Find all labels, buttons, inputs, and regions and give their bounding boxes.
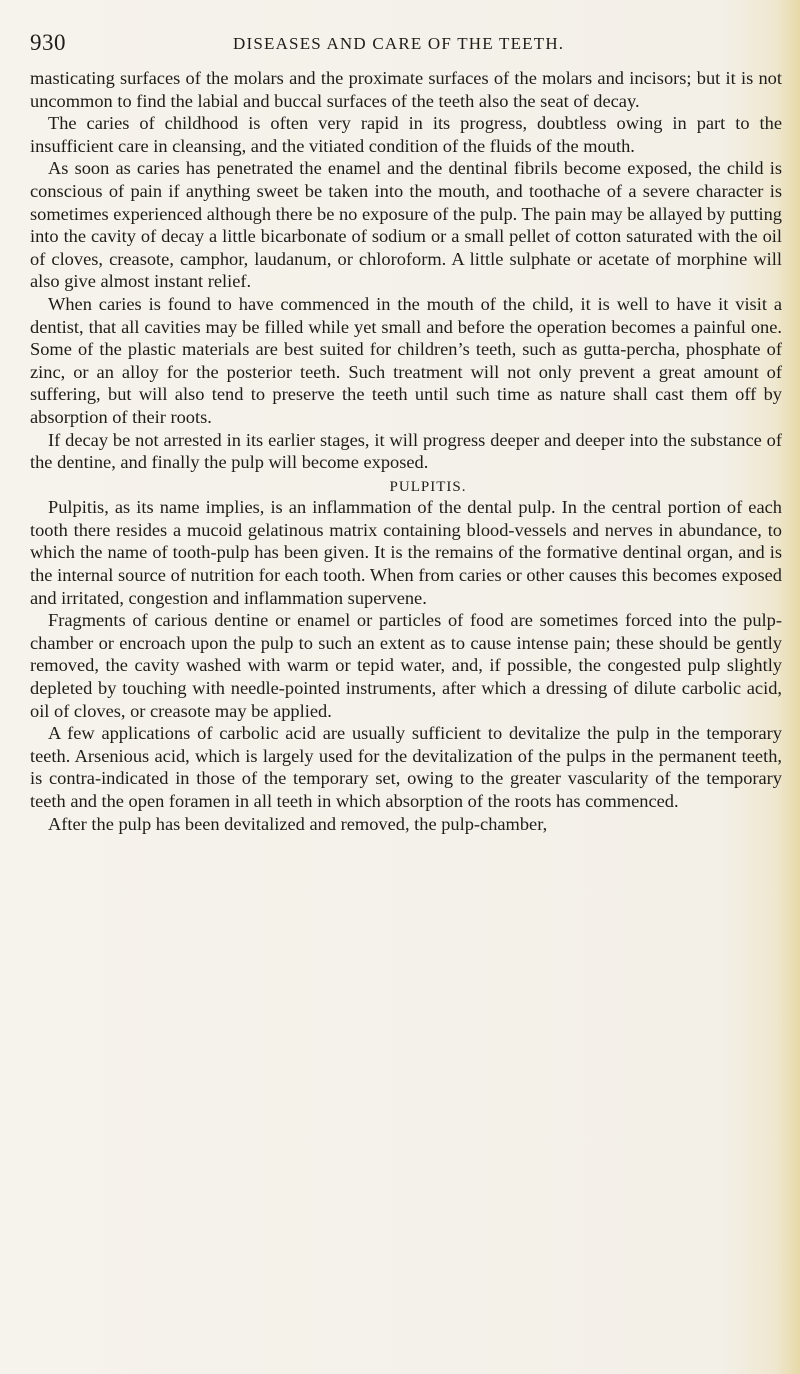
- section-paragraph-3: A few applications of carbolic acid are usually sufficient to devitalize the pulp in the temporary teeth. Arsenious acid, which is largely used for the devitalization of the pulps in the permanent teeth, is contra-indicated in those of the temporary set, owing to the greater vascularity of the temporary teeth and the open foramen in all teeth in which absorption of the roots has commenced.: [30, 723, 782, 811]
- paragraph-3: As soon as caries has penetrated the enamel and the dentinal fibrils become exposed, the child is conscious of pain if anything sweet be taken into the mouth, and toothache of a severe character is sometimes experienced although there be no exposure of the pulp. The pain may be allayed by putting into the cavity of decay a little bicarbonate of sodium or a small pellet of cotton saturated with the oil of cloves, creasote, camphor, laudanum, or chloroform. A little sulphate or acetate of morphine will also give almost instant relief.: [30, 158, 782, 292]
- page-number: 930: [30, 30, 66, 55]
- running-head: DISEASES AND CARE OF THE TEETH.: [233, 34, 565, 53]
- section-paragraph-4: After the pulp has been devitalized and removed, the pulp-chamber,: [48, 813, 548, 834]
- paragraph-5: If decay be not arrested in its earlier stages, it will progress deeper and deeper into the substance of the dentine, and finally the pulp will become exposed.: [30, 429, 782, 473]
- section-paragraph-2: Fragments of carious dentine or enamel or particles of food are sometimes forced into the pulp-chamber or encroach upon the pulp to such an extent as to cause intense pain; these should be gently removed, the cavity washed with warm or tepid water, and, if possible, the congested pulp slightly depleted by touching with needle-pointed instruments, after which a dressing of dilute carbolic acid, oil of cloves, or creasote may be applied.: [30, 610, 782, 721]
- paragraph-4: When caries is found to have commenced in the mouth of the child, it is well to have it visit a dentist, that all cavities may be filled while yet small and before the operation becomes a painful one. Some of the plastic materials are best suited for children’s teeth, such as gutta-percha, phosphate of zinc, or an alloy for the posterior teeth. Such treatment will not only prevent a great amount of suffering, but will also tend to preserve the teeth until such time as nature shall cast them off by absorption of their roots.: [30, 293, 782, 427]
- paragraph-2: The caries of childhood is often very rapid in its progress, doubtless owing in part to the insufficient care in cleansing, and the vitiated condition of the fluids of the mouth.: [30, 113, 782, 156]
- page-header: [30, 30, 780, 60]
- body-text: [30, 67, 782, 835]
- paragraph-1: masticating surfaces of the molars and the proximate surfaces of the molars and incisors; but it is not uncommon to find the labial and buccal surfaces of the teeth also the seat of decay.: [30, 68, 782, 111]
- section-heading: PULPITIS.: [389, 478, 467, 495]
- section-paragraph-1: Pulpitis, as its name implies, is an inflammation of the dental pulp. In the central portion of each tooth there resides a mucoid gelatinous matrix containing blood-vessels and nerves in abundance, to which the name of tooth-pulp has been given. It is the remains of the formative dentinal organ, and is the internal source of nutrition for each tooth. When from caries or other causes this becomes exposed and irritated, congestion and inflammation supervene.: [30, 497, 782, 608]
